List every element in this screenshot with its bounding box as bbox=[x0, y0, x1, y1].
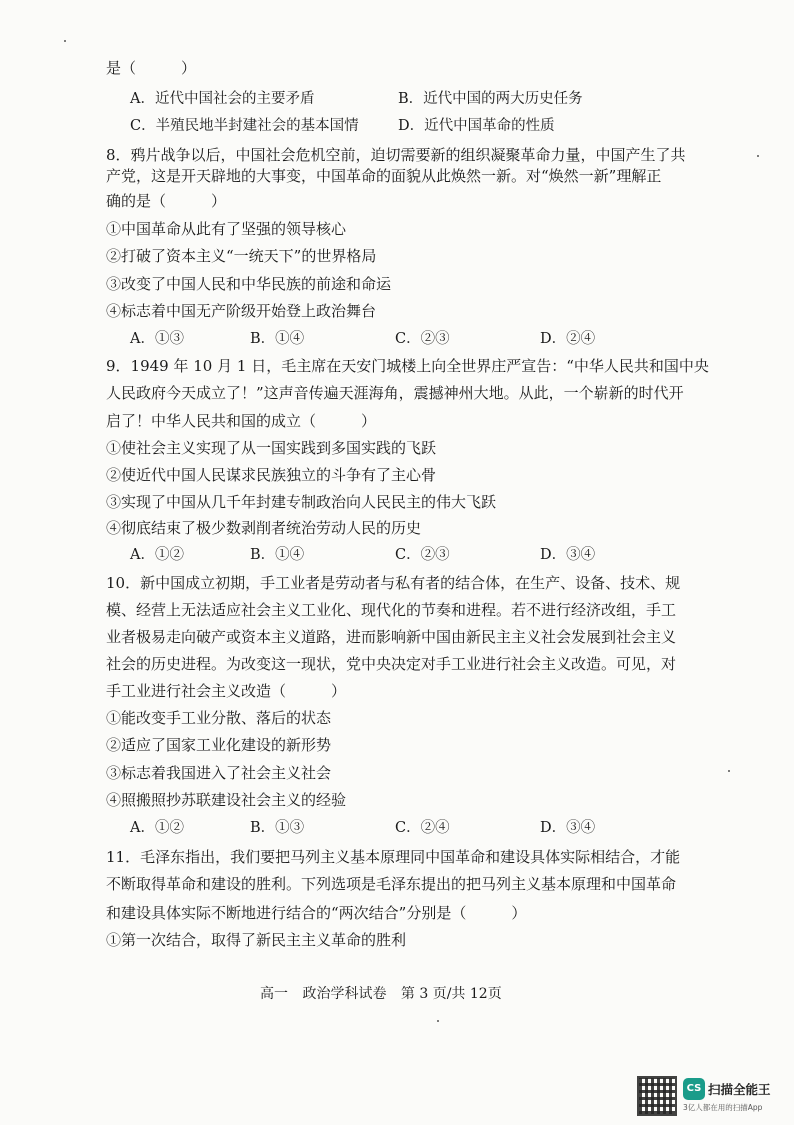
scan-speck bbox=[757, 155, 759, 157]
q8-stem-line-1: 8．鸦片战争以后，中国社会危机空前，迫切需要新的组织凝聚革命力量，中国产生了共 bbox=[106, 146, 686, 164]
q8-option-c: C．②③ bbox=[395, 331, 450, 347]
q7-option-c: C．半殖民地半封建社会的基本国情 bbox=[130, 118, 359, 134]
camscanner-tagline: 3亿人都在用的扫描App bbox=[683, 1103, 763, 1112]
q10-option-b: B．①③ bbox=[250, 820, 305, 836]
q10-stem-line-2: 模、经营上无法适应社会主义工业化、现代化的节奏和进程。若不进行经济改组，手工 bbox=[106, 601, 677, 619]
q9-option-d: D．③④ bbox=[540, 547, 596, 563]
q10-statement-2: ②适应了国家工业化建设的新形势 bbox=[106, 736, 332, 754]
q8-stem-line-2: 产党，这是开天辟地的大事变，中国革命的面貌从此焕然一新。对“焕然一新”理解正 bbox=[106, 167, 662, 185]
q9-option-c: C．②③ bbox=[395, 547, 450, 563]
camscanner-logo-icon: CS bbox=[683, 1078, 705, 1100]
q7-option-b: B．近代中国的两大历史任务 bbox=[398, 91, 583, 107]
q8-statement-3: ③改变了中国人民和中华民族的前途和命运 bbox=[106, 275, 392, 293]
q10-statement-4: ④照搬照抄苏联建设社会主义的经验 bbox=[106, 791, 347, 809]
qr-code-icon bbox=[637, 1076, 677, 1116]
q9-statement-1: ①使社会主义实现了从一国实践到多国实践的飞跃 bbox=[106, 439, 437, 457]
q7-option-a: A．近代中国社会的主要矛盾 bbox=[130, 91, 315, 107]
q9-stem-line-2: 人民政府今天成立了！”这声音传遍天涯海角，震撼神州大地。从此，一个崭新的时代开 bbox=[106, 384, 684, 402]
q10-stem-line-1: 10．新中国成立初期，手工业者是劳动者与私有者的结合体，在生产、设备、技术、规 bbox=[106, 574, 681, 592]
camscanner-name: 扫描全能王 bbox=[708, 1082, 771, 1097]
scan-speck bbox=[728, 770, 730, 772]
q9-option-a: A．①② bbox=[130, 547, 184, 563]
q10-statement-3: ③标志着我国进入了社会主义社会 bbox=[106, 764, 332, 782]
scan-speck bbox=[437, 1020, 439, 1022]
question-7-tail: 是（ ） bbox=[106, 59, 197, 77]
q9-statement-3: ③实现了中国从几千年封建专制政治向人民民主的伟大飞跃 bbox=[106, 493, 497, 511]
q9-stem-line-3: 启了！中华人民共和国的成立（ ） bbox=[106, 412, 377, 430]
footer-subject: 政治学科试卷 bbox=[302, 986, 387, 1002]
q8-statement-2: ②打破了资本主义“一统天下”的世界格局 bbox=[106, 247, 377, 265]
q10-statement-1: ①能改变手工业分散、落后的状态 bbox=[106, 709, 332, 727]
q10-option-c: C．②④ bbox=[395, 820, 450, 836]
scan-speck bbox=[64, 40, 66, 42]
footer-page-number: 第 3 页/共 12页 bbox=[400, 986, 502, 1002]
q10-stem-line-5: 手工业进行社会主义改造（ ） bbox=[106, 682, 347, 700]
page-footer bbox=[260, 985, 512, 1003]
q11-statement-1: ①第一次结合，取得了新民主主义革命的胜利 bbox=[106, 931, 407, 949]
q9-stem-line-1: 9．1949 年 10 月 1 日，毛主席在天安门城楼上向全世界庄严宣告：“中华人民共和国中央 bbox=[106, 357, 709, 375]
q7-option-d: D．近代中国革命的性质 bbox=[398, 118, 555, 134]
q8-statement-4: ④标志着中国无产阶级开始登上政治舞台 bbox=[106, 302, 377, 320]
q8-option-b: B．①④ bbox=[250, 331, 305, 347]
q8-statement-1: ①中国革命从此有了坚强的领导核心 bbox=[106, 220, 347, 238]
q8-option-d: D．②④ bbox=[540, 331, 596, 347]
q11-stem-line-2: 不断取得革命和建设的胜利。下列选项是毛泽东提出的把马列主义基本原理和中国革命 bbox=[106, 875, 677, 893]
q9-statement-4: ④彻底结束了极少数剥削者统治劳动人民的历史 bbox=[106, 519, 422, 537]
q9-statement-2: ②使近代中国人民谋求民族独立的斗争有了主心骨 bbox=[106, 466, 437, 484]
q10-option-a: A．①② bbox=[130, 820, 184, 836]
q10-option-d: D．③④ bbox=[540, 820, 596, 836]
q8-option-a: A．①③ bbox=[130, 331, 184, 347]
q10-stem-line-4: 社会的历史进程。为改变这一现状，党中央决定对手工业进行社会主义改造。可见，对 bbox=[106, 655, 677, 673]
q11-stem-line-3: 和建设具体实际不断地进行结合的“两次结合”分别是（ ） bbox=[106, 904, 527, 922]
q9-option-b: B．①④ bbox=[250, 547, 305, 563]
q11-stem-line-1: 11．毛泽东指出，我们要把马列主义基本原理同中国革命和建设具体实际相结合，才能 bbox=[106, 848, 681, 866]
q8-stem-line-3: 确的是（ ） bbox=[106, 192, 227, 210]
footer-grade: 高一 bbox=[260, 986, 288, 1002]
q10-stem-line-3: 业者极易走向破产或资本主义道路，进而影响新中国由新民主主义社会发展到社会主义 bbox=[106, 628, 677, 646]
